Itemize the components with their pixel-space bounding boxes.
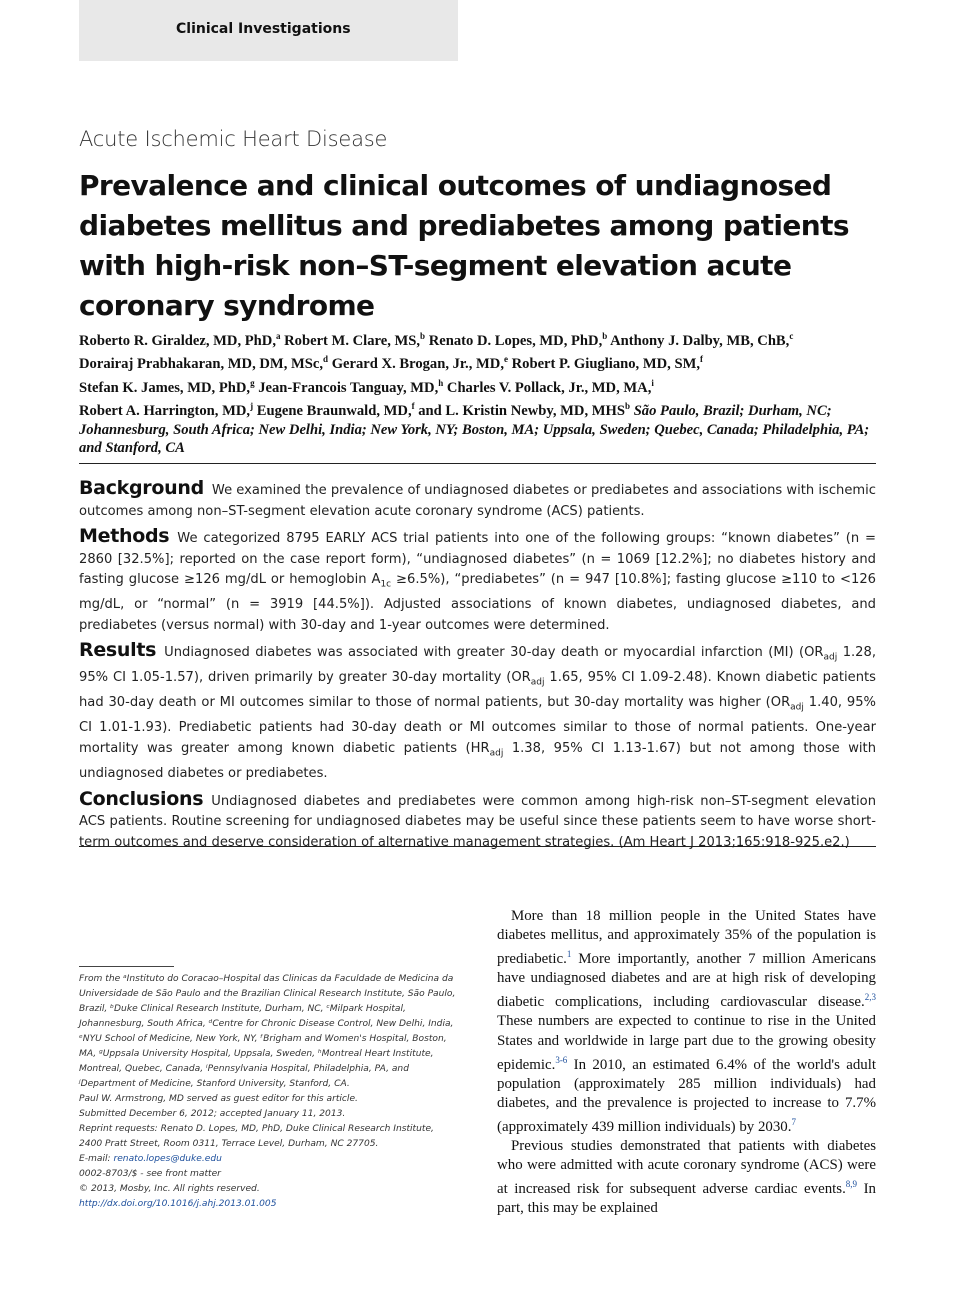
subscript: adj	[790, 702, 804, 713]
author-affiliation: f	[411, 401, 415, 412]
email-label: E-mail:	[79, 1154, 114, 1164]
abstract-text: We categorized 8795 EARLY ACS trial patients into one of the following groups: “known diabetes” (n = 2860 [32.5%]; reported on the case report form), “undiagnosed diabetes” (n = 1069 [12.2%]; no diabetes history and fasting glucose ≥126 mg/dL or hemoglobin A	[79, 531, 876, 587]
author-affiliation: j	[250, 401, 254, 412]
author: Stefan K. James, MD, PhD,	[79, 379, 251, 396]
abstract-text: 1.40, 95% CI 1.01-1.93). Prediabetic patients had 30-day death or MI outcomes similar to those of normal patients. One-year mortality was greater among known diabetic patients (HR	[79, 695, 876, 756]
abstract-heading: Background	[79, 477, 204, 499]
author: Eugene Braunwald, MD,	[256, 403, 412, 420]
citation-link[interactable]: 1	[566, 949, 572, 960]
article-category: Acute Ischemic Heart Disease	[79, 127, 388, 151]
footnote-email	[79, 1152, 458, 1167]
author: Charles V. Pollack, Jr., MD, MA,	[446, 379, 652, 396]
abstract-text: 1.65, 95% CI 1.09-2.48). Known diabetic patients had 30-day death or MI outcomes similar to those of normal patients, but 30-day mortality was higher (OR	[79, 670, 876, 711]
section-header	[79, 0, 458, 61]
author: Robert A. Harrington, MD,	[79, 403, 251, 420]
author-affiliation: d	[323, 354, 329, 365]
subscript: adj	[489, 748, 504, 759]
abstract-text: 1.28, 95% CI 1.05-1.57), driven primarily by greater 30-day mortality (OR	[79, 645, 877, 686]
author: Robert M. Clare, MS,	[284, 332, 421, 349]
abstract-background	[79, 478, 876, 522]
author-affiliation: b	[602, 331, 608, 341]
body-paragraph	[497, 907, 876, 1137]
author: Jean-Francois Tanguay, MD,	[258, 379, 439, 396]
abstract-heading: Conclusions	[79, 787, 204, 810]
abstract-text: Undiagnosed diabetes and prediabetes were common among high-risk non–ST-segment elevation ACS patients. Routine screening for undiagnosed diabetes may be useful since these patients seem to have worse short-term outcomes and deserve consideration of alternative management strategies. (Am Heart J 2013;165:918-925.e2.)	[79, 793, 876, 850]
abstract-methods	[79, 526, 876, 636]
doi-link[interactable]: http://dx.doi.org/10.1016/j.ahj.2013.01.005	[79, 1199, 277, 1209]
author-affiliation: a	[275, 331, 281, 341]
abstract-text: 1.38, 95% CI 1.13-1.67) but not among those with undiagnosed diabetes or prediabetes.	[79, 740, 876, 782]
section-label: Clinical Investigations	[176, 21, 351, 37]
author-affiliation: h	[438, 377, 444, 388]
body-paragraph	[497, 1137, 876, 1218]
subscript: adj	[823, 652, 838, 663]
author-affiliation: f	[700, 354, 703, 365]
footnote-reprints: Reprint requests: Renato D. Lopes, MD, PhD, Duke Clinical Research Institute, 2400 Pratt Street, Room 0311, Terrace Level, Durham, NC 27705.	[79, 1124, 434, 1149]
abstract	[79, 478, 876, 857]
subscript: 1c	[380, 579, 392, 590]
author: Dorairaj Prabhakaran, MD, DM, MSc,	[79, 356, 324, 373]
author-affiliation: b	[625, 401, 631, 412]
author-locations: São Paulo, Brazil; Durham, NC; Johannesburg, South Africa; New Delhi, India; New York, NY; Boston, MA; Uppsala, Sweden; Quebec, Canada; Philadelphia, PA; and Stanford, CA	[79, 403, 870, 457]
citation-link[interactable]: 3-6	[555, 1054, 568, 1065]
body-text: In part, this may be explained	[497, 1181, 876, 1217]
author-affiliation: e	[503, 354, 508, 365]
email-link[interactable]: renato.lopes@duke.edu	[113, 1154, 222, 1164]
abstract-bottom-rule	[79, 846, 876, 847]
footnote-copyright: © 2013, Mosby, Inc. All rights reserved.	[79, 1184, 260, 1194]
article-title: Prevalence and clinical outcomes of undiagnosed diabetes mellitus and prediabetes among patients with high-risk non–ST-segment elevation acute coronary syndrome	[79, 169, 849, 322]
author-affiliation: c	[789, 331, 794, 341]
abstract-top-rule	[79, 463, 876, 464]
body-text: In 2010, an estimated 6.4% of the world's adult population (approximately 285 million individuals) had diabetes, and the prevalence is projected to increase to 7.7% (approximately 439 million individuals) by 2030.	[497, 1056, 876, 1135]
citation-link[interactable]: 7	[791, 1116, 796, 1127]
body-text: These numbers are expected to continue to rise in the United States and worldwide in large part due to the growing obesity epidemic.	[497, 1013, 876, 1073]
footnote-issn: 0002-8703/$ - see front matter	[79, 1169, 221, 1179]
abstract-heading: Methods	[79, 525, 170, 547]
body-text-column	[497, 907, 876, 1218]
body-text: More importantly, another 7 million Americans have undiagnosed diabetes and are at high risk of developing diabetic complications, including cardiovascular disease.	[497, 951, 876, 1011]
author: Roberto R. Giraldez, MD, PhD,	[79, 332, 276, 349]
footnotes	[79, 972, 458, 1212]
author: Anthony J. Dalby, MB, ChB,	[610, 332, 790, 349]
abstract-text: ≥6.5%), “prediabetes” (n = 947 [10.8%]; fasting glucose ≥110 to <126 mg/dL, or “normal” (n = 3919 [44.5%]). Adjusted associations of known diabetes, undiagnosed diabetes, and prediabetes (versus normal) with 30-day and 1-year outcomes were determined.	[79, 572, 876, 633]
author-affiliation: g	[250, 377, 255, 388]
citation-link[interactable]: 8,9	[845, 1179, 858, 1190]
footnote-submitted: Submitted December 6, 2012; accepted January 11, 2013.	[79, 1109, 346, 1119]
abstract-conclusions	[79, 789, 876, 854]
author-list	[79, 327, 876, 458]
abstract-heading: Results	[79, 639, 157, 662]
footnote-rule	[79, 966, 174, 967]
footnote-guest-editor: Paul W. Armstrong, MD served as guest editor for this article.	[79, 1094, 358, 1104]
abstract-text: We examined the prevalence of undiagnosed diabetes or prediabetes and associations with ischemic outcomes among non–ST-segment elevation acute coronary syndrome (ACS) patients.	[79, 483, 876, 519]
citation-link[interactable]: 2,3	[864, 992, 876, 1003]
author-affiliation: i	[651, 377, 654, 388]
body-text: Previous studies demonstrated that patients with diabetes who were admitted with acute coronary syndrome (ACS) were at increased risk for subsequent adverse cardiac events.	[497, 1137, 876, 1198]
author: Robert P. Giugliano, MD, SM,	[511, 356, 700, 373]
author: Renato D. Lopes, MD, PhD,	[428, 332, 603, 349]
abstract-text: Undiagnosed diabetes was associated with greater 30-day death or myocardial infarction (MI) (OR	[164, 645, 824, 661]
abstract-results	[79, 640, 876, 784]
subscript: adj	[530, 677, 545, 688]
author: Gerard X. Brogan, Jr., MD,	[331, 356, 504, 373]
body-text: More than 18 million people in the United States have diabetes mellitus, and approximately 35% of the population is prediabetic.	[497, 908, 876, 968]
author: and L. Kristin Newby, MD, MHS	[418, 403, 626, 420]
footnote-affiliations: From the ᵃInstituto do Coracao–Hospital das Clinicas da Faculdade de Medicina da Universidade de São Paulo and the Brazilian Clinical Research Institute, São Paulo, Brazil, ᵇDuke Clinical Research Institute, Durham, NC, ᶜMilpark Hospital, Johannesburg, South Africa, ᵈCentre for Chronic Disease Control, New Delhi, India, ᵉNYU School of Medicine, New York, NY, ᶠBrigham and Women's Hospital, Boston, MA, ᵍUppsala University Hospital, Uppsala, Sweden, ʰMontreal Heart Institute, Montreal, Quebec, Canada, ⁱPennsylvania Hospital, Philadelphia, PA, and ʲDepartment of Medicine, Stanford University, Stanford, CA.	[79, 974, 456, 1089]
author-affiliation: b	[420, 331, 426, 341]
